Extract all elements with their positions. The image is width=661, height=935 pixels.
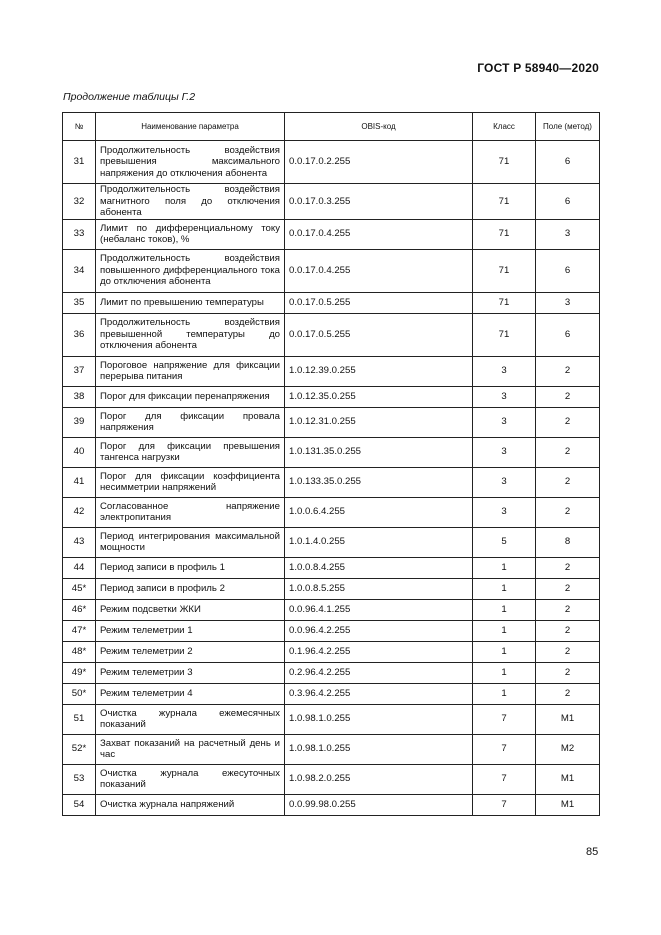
class-value: 71 xyxy=(473,313,536,356)
parameter-name: Лимит по превышению температуры xyxy=(96,292,285,313)
parameter-name: Очистка журнала напряжений xyxy=(96,794,285,815)
parameters-table xyxy=(62,112,600,816)
obis-code: 0.0.96.4.2.255 xyxy=(285,620,473,641)
table-row xyxy=(63,527,600,557)
table-row xyxy=(63,641,600,662)
table-row xyxy=(63,313,600,356)
table-row xyxy=(63,219,600,249)
field-method: M1 xyxy=(536,794,600,815)
row-number: 45* xyxy=(63,578,96,599)
obis-code: 0.3.96.4.2.255 xyxy=(285,683,473,704)
field-method: 2 xyxy=(536,356,600,386)
obis-code: 1.0.131.35.0.255 xyxy=(285,437,473,467)
field-method: 3 xyxy=(536,292,600,313)
row-number: 49* xyxy=(63,662,96,683)
column-header-field: Поле (метод) xyxy=(536,113,600,141)
table-row xyxy=(63,764,600,794)
field-method: 2 xyxy=(536,620,600,641)
field-method: 2 xyxy=(536,407,600,437)
class-value: 71 xyxy=(473,219,536,249)
row-number: 48* xyxy=(63,641,96,662)
field-method: 2 xyxy=(536,578,600,599)
field-method: M1 xyxy=(536,704,600,734)
parameter-name: Продолжительность воздействия превышенной температуры до отключения абонента xyxy=(96,313,285,356)
document-standard-header: ГОСТ Р 58940—2020 xyxy=(477,61,599,75)
field-method: 2 xyxy=(536,467,600,497)
table-row xyxy=(63,557,600,578)
obis-code: 0.0.17.0.5.255 xyxy=(285,313,473,356)
field-method: 8 xyxy=(536,527,600,557)
obis-code: 0.1.96.4.2.255 xyxy=(285,641,473,662)
obis-code: 1.0.98.1.0.255 xyxy=(285,704,473,734)
parameter-name: Пороговое напряжение для фиксации перерыва питания xyxy=(96,356,285,386)
class-value: 3 xyxy=(473,386,536,407)
class-value: 7 xyxy=(473,764,536,794)
obis-code: 1.0.133.35.0.255 xyxy=(285,467,473,497)
parameter-name: Режим телеметрии 3 xyxy=(96,662,285,683)
obis-code: 1.0.0.8.5.255 xyxy=(285,578,473,599)
class-value: 1 xyxy=(473,641,536,662)
row-number: 33 xyxy=(63,219,96,249)
field-method: 2 xyxy=(536,641,600,662)
row-number: 54 xyxy=(63,794,96,815)
field-method: 6 xyxy=(536,313,600,356)
column-header-number: № xyxy=(63,113,96,141)
class-value: 1 xyxy=(473,662,536,683)
class-value: 71 xyxy=(473,292,536,313)
table-row xyxy=(63,734,600,764)
class-value: 3 xyxy=(473,407,536,437)
field-method: 2 xyxy=(536,497,600,527)
row-number: 52* xyxy=(63,734,96,764)
class-value: 3 xyxy=(473,467,536,497)
class-value: 7 xyxy=(473,794,536,815)
table-row xyxy=(63,249,600,292)
parameter-name: Период записи в профиль 1 xyxy=(96,557,285,578)
obis-code: 1.0.1.4.0.255 xyxy=(285,527,473,557)
class-value: 7 xyxy=(473,734,536,764)
parameter-name: Период записи в профиль 2 xyxy=(96,578,285,599)
parameter-name: Продолжительность воздействия превышения максимального напряжения до отключения абонента xyxy=(96,141,285,184)
parameter-name: Режим подсветки ЖКИ xyxy=(96,599,285,620)
column-header-obis: OBIS-код xyxy=(285,113,473,141)
class-value: 7 xyxy=(473,704,536,734)
table-row xyxy=(63,704,600,734)
row-number: 32 xyxy=(63,184,96,220)
table-row xyxy=(63,356,600,386)
obis-code: 0.0.17.0.2.255 xyxy=(285,141,473,184)
table-row xyxy=(63,437,600,467)
obis-code: 0.0.99.98.0.255 xyxy=(285,794,473,815)
table-row xyxy=(63,794,600,815)
obis-code: 1.0.98.2.0.255 xyxy=(285,764,473,794)
row-number: 39 xyxy=(63,407,96,437)
obis-code: 0.0.96.4.1.255 xyxy=(285,599,473,620)
obis-code: 1.0.12.39.0.255 xyxy=(285,356,473,386)
table-row xyxy=(63,184,600,220)
obis-code: 0.0.17.0.5.255 xyxy=(285,292,473,313)
column-header-class: Класс xyxy=(473,113,536,141)
table-row xyxy=(63,467,600,497)
class-value: 1 xyxy=(473,620,536,641)
table-row xyxy=(63,292,600,313)
row-number: 44 xyxy=(63,557,96,578)
obis-code: 1.0.0.6.4.255 xyxy=(285,497,473,527)
obis-code: 1.0.12.35.0.255 xyxy=(285,386,473,407)
parameter-name: Продолжительность воздействия повышенного дифференциального тока до отключения абонента xyxy=(96,249,285,292)
obis-code: 0.0.17.0.3.255 xyxy=(285,184,473,220)
parameter-name: Режим телеметрии 2 xyxy=(96,641,285,662)
row-number: 42 xyxy=(63,497,96,527)
row-number: 53 xyxy=(63,764,96,794)
row-number: 47* xyxy=(63,620,96,641)
table-row xyxy=(63,578,600,599)
table-row xyxy=(63,662,600,683)
parameter-name: Порог для фиксации перенапряжения xyxy=(96,386,285,407)
table-caption: Продолжение таблицы Г.2 xyxy=(63,91,196,103)
class-value: 5 xyxy=(473,527,536,557)
class-value: 1 xyxy=(473,683,536,704)
table-header-row xyxy=(63,113,600,141)
row-number: 35 xyxy=(63,292,96,313)
parameter-name: Очистка журнала ежемесячных показаний xyxy=(96,704,285,734)
table-row xyxy=(63,141,600,184)
row-number: 51 xyxy=(63,704,96,734)
obis-code: 0.0.17.0.4.255 xyxy=(285,249,473,292)
field-method: 6 xyxy=(536,249,600,292)
parameter-name: Порог для фиксации коэффициента несимметрии напряжений xyxy=(96,467,285,497)
field-method: 2 xyxy=(536,662,600,683)
row-number: 50* xyxy=(63,683,96,704)
column-header-name: Наименование параметра xyxy=(96,113,285,141)
class-value: 3 xyxy=(473,356,536,386)
class-value: 71 xyxy=(473,184,536,220)
parameter-name: Захват показаний на расчетный день и час xyxy=(96,734,285,764)
class-value: 1 xyxy=(473,578,536,599)
table-row xyxy=(63,620,600,641)
field-method: 2 xyxy=(536,683,600,704)
class-value: 3 xyxy=(473,497,536,527)
class-value: 1 xyxy=(473,599,536,620)
parameter-name: Порог для фиксации провала напряжения xyxy=(96,407,285,437)
class-value: 71 xyxy=(473,141,536,184)
row-number: 31 xyxy=(63,141,96,184)
parameter-name: Продолжительность воздействия магнитного поля до отключения абонента xyxy=(96,184,285,220)
obis-code: 1.0.12.31.0.255 xyxy=(285,407,473,437)
field-method: M1 xyxy=(536,764,600,794)
row-number: 37 xyxy=(63,356,96,386)
parameter-name: Лимит по дифференциальному току (небаланс токов), % xyxy=(96,219,285,249)
field-method: 2 xyxy=(536,557,600,578)
row-number: 40 xyxy=(63,437,96,467)
parameter-name: Порог для фиксации превышения тангенса нагрузки xyxy=(96,437,285,467)
table-row xyxy=(63,407,600,437)
field-method: 2 xyxy=(536,599,600,620)
row-number: 34 xyxy=(63,249,96,292)
field-method: 3 xyxy=(536,219,600,249)
row-number: 43 xyxy=(63,527,96,557)
field-method: 6 xyxy=(536,184,600,220)
parameter-name: Период интегрирования максимальной мощности xyxy=(96,527,285,557)
obis-code: 0.2.96.4.2.255 xyxy=(285,662,473,683)
table-row xyxy=(63,386,600,407)
parameter-name: Очистка журнала ежесуточных показаний xyxy=(96,764,285,794)
class-value: 71 xyxy=(473,249,536,292)
parameter-name: Режим телеметрии 4 xyxy=(96,683,285,704)
class-value: 3 xyxy=(473,437,536,467)
class-value: 1 xyxy=(473,557,536,578)
field-method: 6 xyxy=(536,141,600,184)
parameter-name: Согласованное напряжение электропитания xyxy=(96,497,285,527)
obis-code: 1.0.98.1.0.255 xyxy=(285,734,473,764)
table-row xyxy=(63,599,600,620)
field-method: 2 xyxy=(536,437,600,467)
table-row xyxy=(63,683,600,704)
field-method: M2 xyxy=(536,734,600,764)
obis-code: 0.0.17.0.4.255 xyxy=(285,219,473,249)
page-number: 85 xyxy=(586,846,599,858)
row-number: 41 xyxy=(63,467,96,497)
table-row xyxy=(63,497,600,527)
row-number: 36 xyxy=(63,313,96,356)
obis-code: 1.0.0.8.4.255 xyxy=(285,557,473,578)
row-number: 46* xyxy=(63,599,96,620)
field-method: 2 xyxy=(536,386,600,407)
row-number: 38 xyxy=(63,386,96,407)
parameter-name: Режим телеметрии 1 xyxy=(96,620,285,641)
